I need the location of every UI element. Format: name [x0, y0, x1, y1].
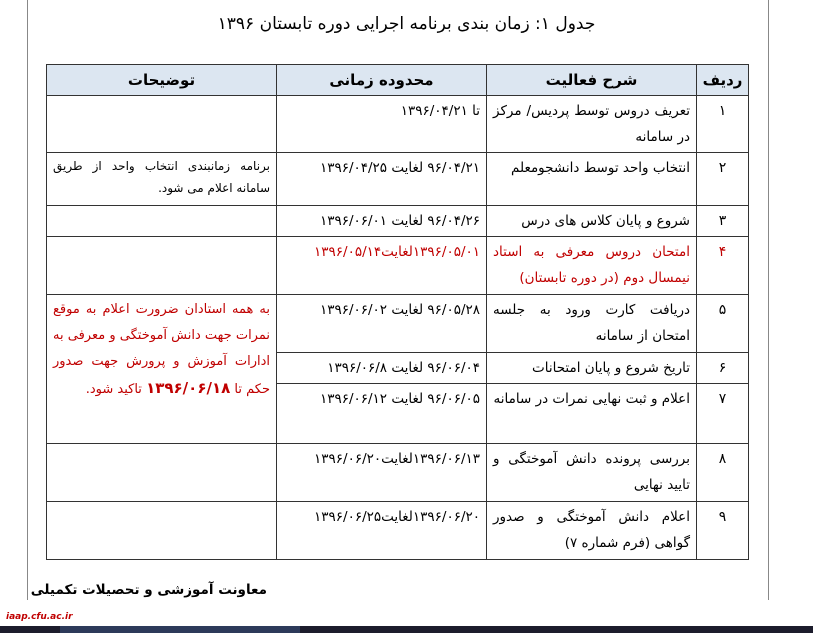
row-number: ۹	[697, 502, 749, 560]
row-number: ۶	[697, 353, 749, 384]
table-row	[47, 96, 749, 153]
range-cell: تا ۱۳۹۶/۰۴/۲۱	[277, 96, 487, 153]
range-cell: ۹۶/۰۴/۲۱ لغایت ۱۳۹۶/۰۴/۲۵	[277, 153, 487, 206]
range-cell: ۱۳۹۶/۰۶/۲۰لغایت۱۳۹۶/۰۶/۲۵	[277, 502, 487, 560]
range-cell: ۹۶/۰۶/۰۴ لغایت ۱۳۹۶/۰۶/۸	[277, 353, 487, 384]
schedule-table	[46, 64, 749, 560]
row-number: ۷	[697, 384, 749, 444]
activity-cell: بررسی پرونده دانش آموختگی و تایید نهایی	[487, 444, 697, 502]
table-row	[47, 502, 749, 560]
page-border-left	[27, 0, 28, 600]
table-row	[47, 206, 749, 237]
header-activity: شرح فعالیت	[487, 65, 697, 96]
notes-cell-merged	[47, 295, 277, 444]
footer-url: iaap.cfu.ac.ir	[6, 612, 73, 622]
deadline-date: ۱۳۹۶/۰۶/۱۸	[146, 379, 231, 397]
header-notes: توضیحات	[47, 65, 277, 96]
activity-cell: اعلام و ثبت نهایی نمرات در سامانه	[487, 384, 697, 444]
notes-text: به همه استادان ضرورت اعلام به موقع نمرات جهت دانش آموختگی و معرفی به ادارات آموزش و پرورش جهت صدور حکم تا	[53, 302, 270, 397]
row-number: ۵	[697, 295, 749, 353]
notes-cell	[47, 502, 277, 560]
notes-cell	[47, 96, 277, 153]
range-cell: ۱۳۹۶/۰۵/۰۱لغایت۱۳۹۶/۰۵/۱۴	[277, 237, 487, 295]
page-border-right	[768, 0, 769, 600]
range-cell: ۹۶/۰۵/۲۸ لغایت ۱۳۹۶/۰۶/۰۲	[277, 295, 487, 353]
notes-cell	[47, 444, 277, 502]
range-cell: ۹۶/۰۴/۲۶ لغایت ۱۳۹۶/۰۶/۰۱	[277, 206, 487, 237]
header-row-no: ردیف	[697, 65, 749, 96]
activity-cell: شروع و پایان کلاس های درس	[487, 206, 697, 237]
table-row	[47, 237, 749, 295]
range-cell: ۹۶/۰۶/۰۵ لغایت ۱۳۹۶/۰۶/۱۲	[277, 384, 487, 444]
footer-bar-accent	[60, 626, 300, 633]
table-title: جدول ۱: زمان بندی برنامه اجرایی دوره تابستان ۱۳۹۶	[217, 14, 596, 34]
row-number: ۴	[697, 237, 749, 295]
activity-cell: تعریف دروس توسط پردیس/ مرکز در سامانه	[487, 96, 697, 153]
row-number: ۱	[697, 96, 749, 153]
activity-cell: انتخاب واحد توسط دانشجومعلم	[487, 153, 697, 206]
activity-cell: اعلام دانش آموختگی و صدور گواهی (فرم شماره ۷)	[487, 502, 697, 560]
notes-cell	[47, 237, 277, 295]
activity-cell: امتحان دروس معرفی به استاد نیمسال دوم (در دوره تابستان)	[487, 237, 697, 295]
activity-cell: تاریخ شروع و پایان امتحانات	[487, 353, 697, 384]
table-row	[47, 295, 749, 353]
header-range: محدوده زمانی	[277, 65, 487, 96]
row-number: ۳	[697, 206, 749, 237]
notes-cell: برنامه زمانبندی انتخاب واحد از طریق سامانه اعلام می شود.	[47, 153, 277, 206]
activity-cell: دریافت کارت ورود به جلسه امتحان از سامانه	[487, 295, 697, 353]
table-row	[47, 153, 749, 206]
row-number: ۲	[697, 153, 749, 206]
table-header-row	[47, 65, 749, 96]
notes-end: تاکید شود.	[85, 382, 142, 397]
notes-cell	[47, 206, 277, 237]
signature: معاونت آموزشی و تحصیلات تکمیلی	[30, 582, 267, 598]
table-row	[47, 444, 749, 502]
range-cell: ۱۳۹۶/۰۶/۱۳لغایت۱۳۹۶/۰۶/۲۰	[277, 444, 487, 502]
row-number: ۸	[697, 444, 749, 502]
